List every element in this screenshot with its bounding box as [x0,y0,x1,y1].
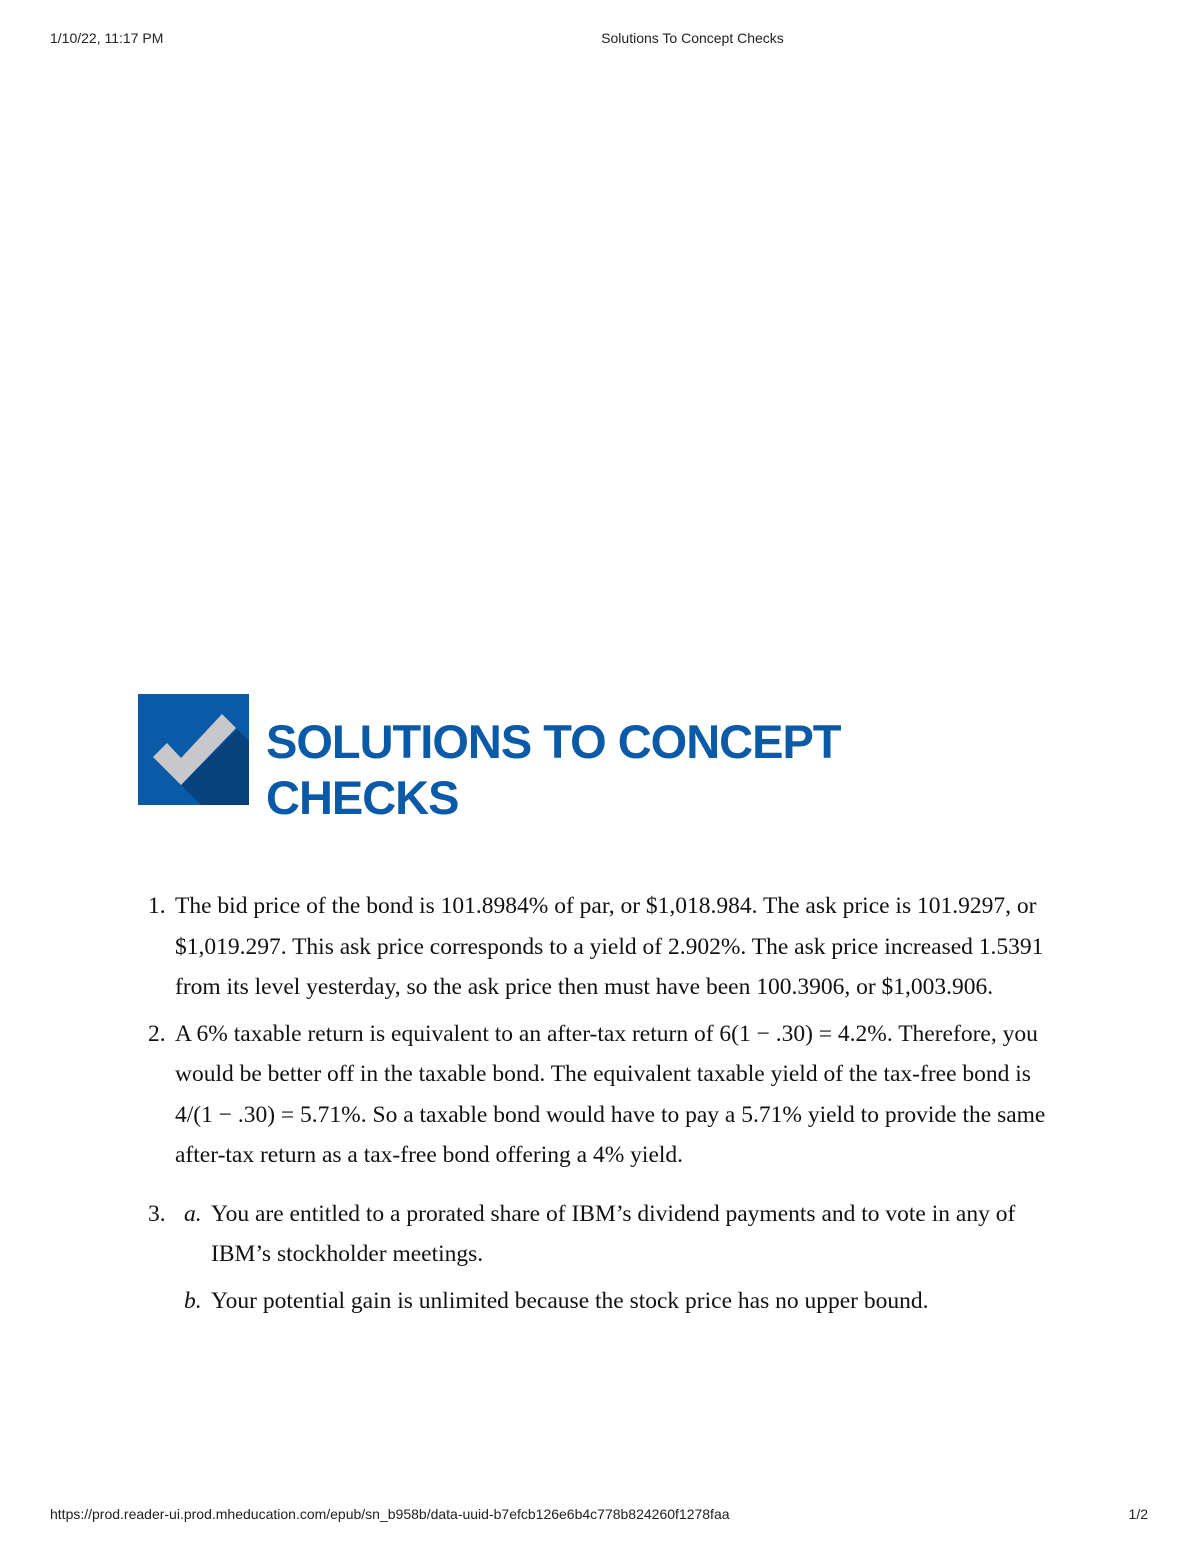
section-title-line-2: CHECKS [266,771,459,824]
source-url: https://prod.reader-ui.prod.mheducation.com/epub/sn_b958b/data-uuid-b7efcb126e6b4c778b824260f1278faa [50,1506,730,1522]
part-letter: b. [184,1287,202,1314]
solution-part-a [175,1194,1060,1275]
solution-item-1 [140,886,1060,1008]
solution-number: 3. [148,1200,166,1227]
print-header [0,30,1200,50]
print-datetime: 1/10/22, 11:17 PM [50,30,164,46]
part-letter: a. [184,1200,202,1227]
page-number: 1/2 [1128,1506,1148,1522]
solution-part-b [175,1281,1060,1322]
section-title-line-1: SOLUTIONS TO CONCEPT [266,715,841,768]
print-page-title: Solutions To Concept Checks [601,30,784,46]
part-text: Your potential gain is unlimited because the stock price has no upper bound. [211,1287,929,1314]
solution-item-2 [140,1014,1060,1176]
solution-item-3 [140,1194,1060,1322]
solution-number: 1. [148,893,166,919]
part-text: You are entitled to a prorated share of IBM’s dividend payments and to vote in any of IBM’s stockholder meetings. [211,1200,1016,1267]
print-footer [0,1506,1200,1526]
checkmark-icon [138,694,249,805]
section-title [266,714,946,826]
section-banner [138,694,938,834]
solutions-list [140,886,1060,1321]
solution-number: 2. [148,1020,166,1047]
solution-text: The bid price of the bond is 101.8984% of par, or $1,018.984. The ask price is 101.9297, or $1,019.297. This ask price corresponds to a yield of 2.902%. The ask price increased 1.5391 from its level yesterday, so the ask price then must have been 100.3906, or $1,003.906. [175,893,1044,1000]
solution-text: A 6% taxable return is equivalent to an after-tax return of 6(1 − .30) = 4.2%. Therefore, you would be better off in the taxable bond. The equivalent taxable yield of the tax-free bond is 4/(1 − .30) = 5.71%. So a taxable bond would have to pay a 5.71% yield to provide the same after-tax return as a tax-free bond offering a 4% yield. [175,1020,1046,1168]
